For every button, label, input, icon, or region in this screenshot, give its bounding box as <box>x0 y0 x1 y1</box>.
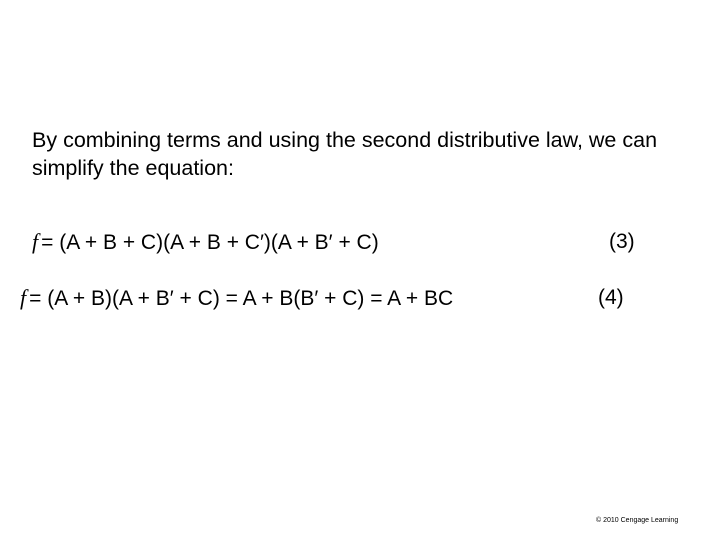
equation-4 <box>20 285 453 312</box>
equation-4-number: (4) <box>598 286 624 309</box>
equation-3-rhs: = (A + B + C)(A + B + C′)(A + B′ + C) <box>41 231 379 254</box>
equation-3 <box>32 229 379 256</box>
equation-3-number: (3) <box>609 230 635 253</box>
intro-text: By combining terms and using the second distributive law, we can simplify the equation: <box>32 128 658 180</box>
copyright-notice: © 2010 Cengage Learning <box>596 517 679 524</box>
equation-4-lhs: f <box>20 285 27 310</box>
equation-4-rhs: = (A + B)(A + B′ + C) = A + B(B′ + C) = A + BC <box>29 287 454 310</box>
equation-3-lhs: f <box>32 229 39 254</box>
